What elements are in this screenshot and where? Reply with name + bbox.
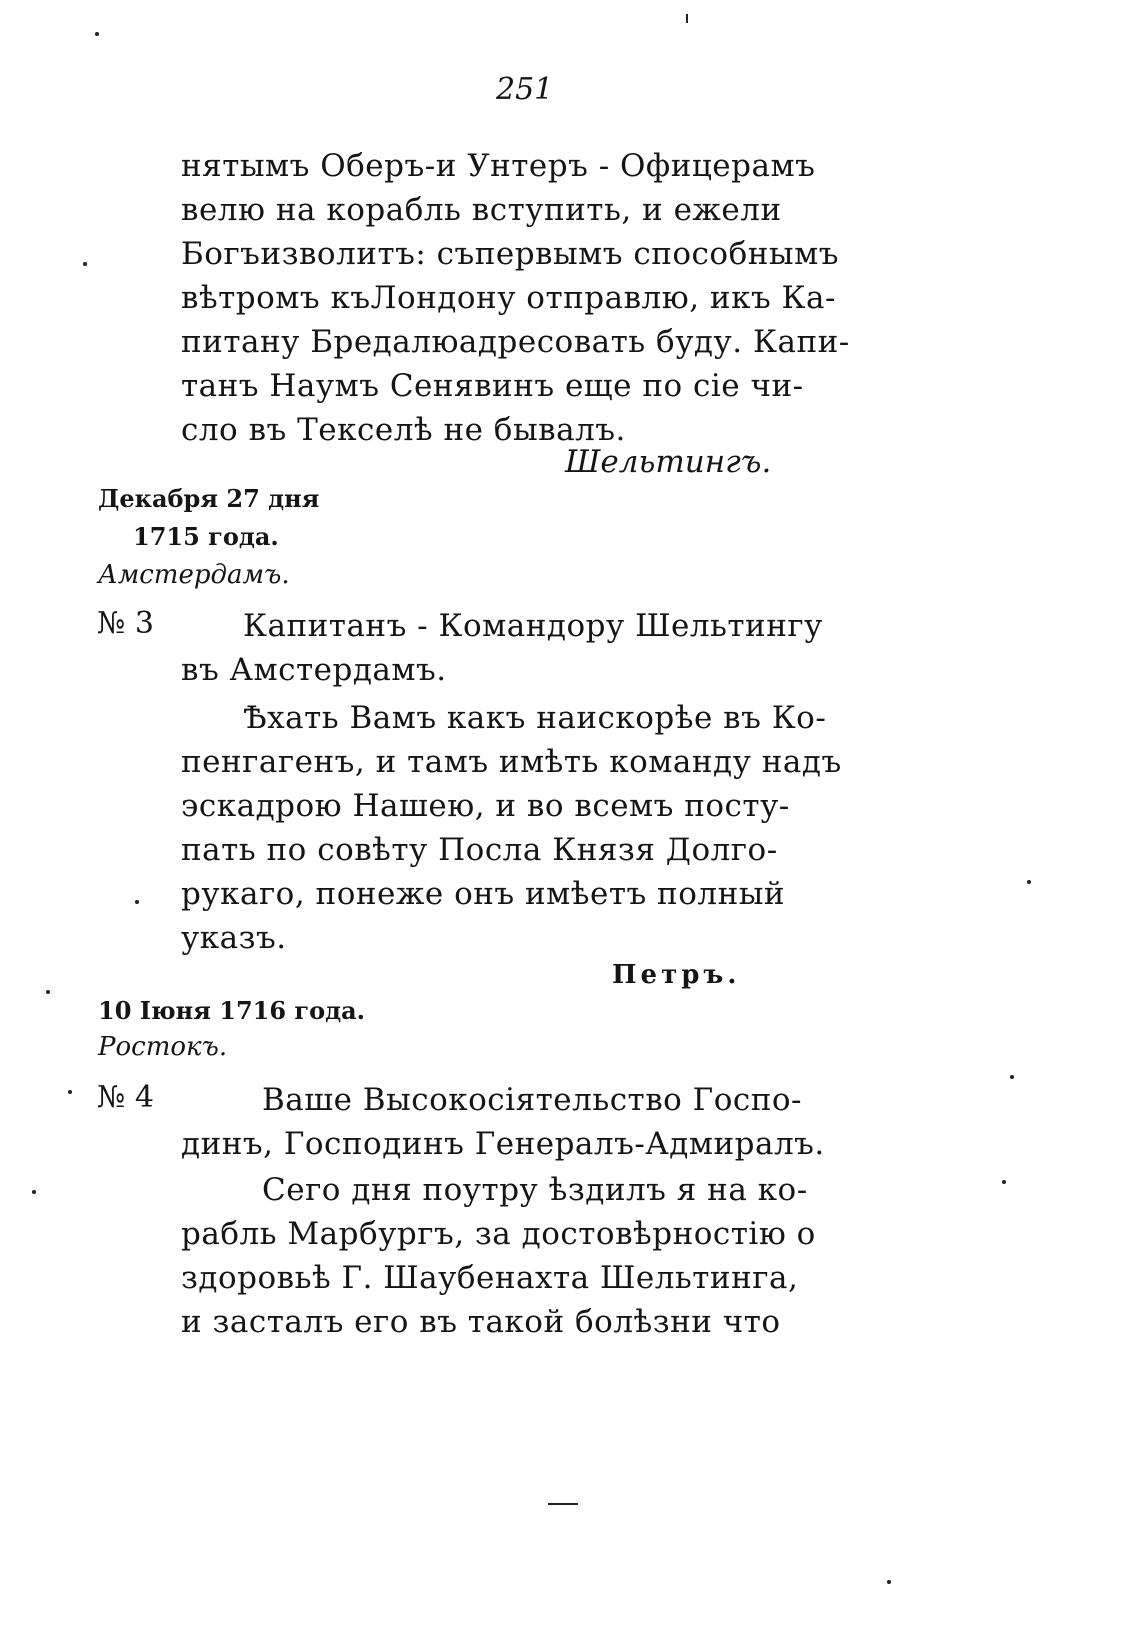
letter1-place: Амстердамъ.: [98, 560, 290, 590]
letter3-address-line-2: динъ, Господинъ Генералъ-Адмиралъ.: [181, 1126, 825, 1162]
letter3-number: № 4: [97, 1080, 155, 1115]
scan-speck: [135, 900, 139, 904]
letter2-signature: Петръ.: [612, 960, 741, 990]
letter2-place: Ростокъ.: [98, 1032, 228, 1062]
letter3-body-line-3: здоровьѣ Г. Шаубенахта Шельтинга,: [181, 1260, 799, 1296]
letter3-body-line-1: Сего дня поутру ѣздилъ я на ко-: [262, 1172, 808, 1208]
page-number: 251: [496, 72, 554, 107]
letter2-number: № 3: [97, 606, 155, 641]
scan-speck: [1010, 1075, 1014, 1079]
letter2-address-line-2: въ Амстердамъ.: [181, 652, 447, 688]
letter3-body-line-4: и засталъ его въ такой болѣзни что: [181, 1304, 781, 1340]
letter2-address-line-1: Капитанъ - Командору Шельтингу: [243, 608, 823, 644]
letter1-line-5: питану Бредалюадресовать буду. Капи-: [181, 324, 850, 360]
letter1-line-7: сло въ Текселѣ не бывалъ.: [181, 412, 626, 448]
letter1-line-1: нятымъ Оберъ-и Унтеръ - Офицерамъ: [181, 148, 816, 184]
scan-speck: [548, 1503, 578, 1505]
letter2-body-line-3: эскадрою Нашею, и во всемъ посту-: [181, 788, 790, 824]
scan-speck: [32, 1190, 36, 1194]
scan-speck: [1002, 1180, 1006, 1184]
scan-speck: [68, 1090, 72, 1094]
letter2-body-line-6: указъ.: [181, 920, 287, 956]
scan-speck: [1027, 880, 1031, 884]
letter3-address-line-1: Ваше Высокосіятельство Госпо-: [262, 1082, 803, 1118]
scan-speck: [95, 32, 99, 36]
scan-speck: [83, 262, 87, 266]
letter1-date: Декабря 27 дня: [98, 484, 320, 513]
letter2-body-line-5: рукаго, понеже онъ имѣетъ полный: [181, 876, 786, 912]
scan-speck: [686, 14, 688, 23]
letter3-body-line-2: рабль Марбургъ, за достовѣрностію о: [181, 1216, 816, 1252]
letter2-body-line-1: Ѣхать Вамъ какъ наискорѣе въ Ко-: [243, 700, 827, 736]
letter2-body-line-4: пать по совѣту Посла Князя Долго-: [181, 832, 778, 868]
letter1-year: 1715 года.: [133, 522, 279, 551]
letter1-line-4: вѣтромъ къЛондону отправлю, икъ Ка-: [181, 280, 836, 316]
letter1-signature: Шельтингъ.: [565, 444, 772, 480]
letter1-line-6: танъ Наумъ Сенявинъ еще по сіе чи-: [181, 368, 804, 404]
letter1-line-2: велю на корабль вступить, и ежели: [181, 192, 782, 228]
scan-speck: [887, 1580, 891, 1584]
scan-speck: [46, 990, 50, 994]
letter2-date: 10 Іюня 1716 года.: [98, 996, 366, 1025]
letter2-body-line-2: пенгагенъ, и тамъ имѣть команду надъ: [181, 744, 842, 780]
letter1-line-3: Богъизволитъ: съпервымъ способнымъ: [181, 236, 839, 272]
